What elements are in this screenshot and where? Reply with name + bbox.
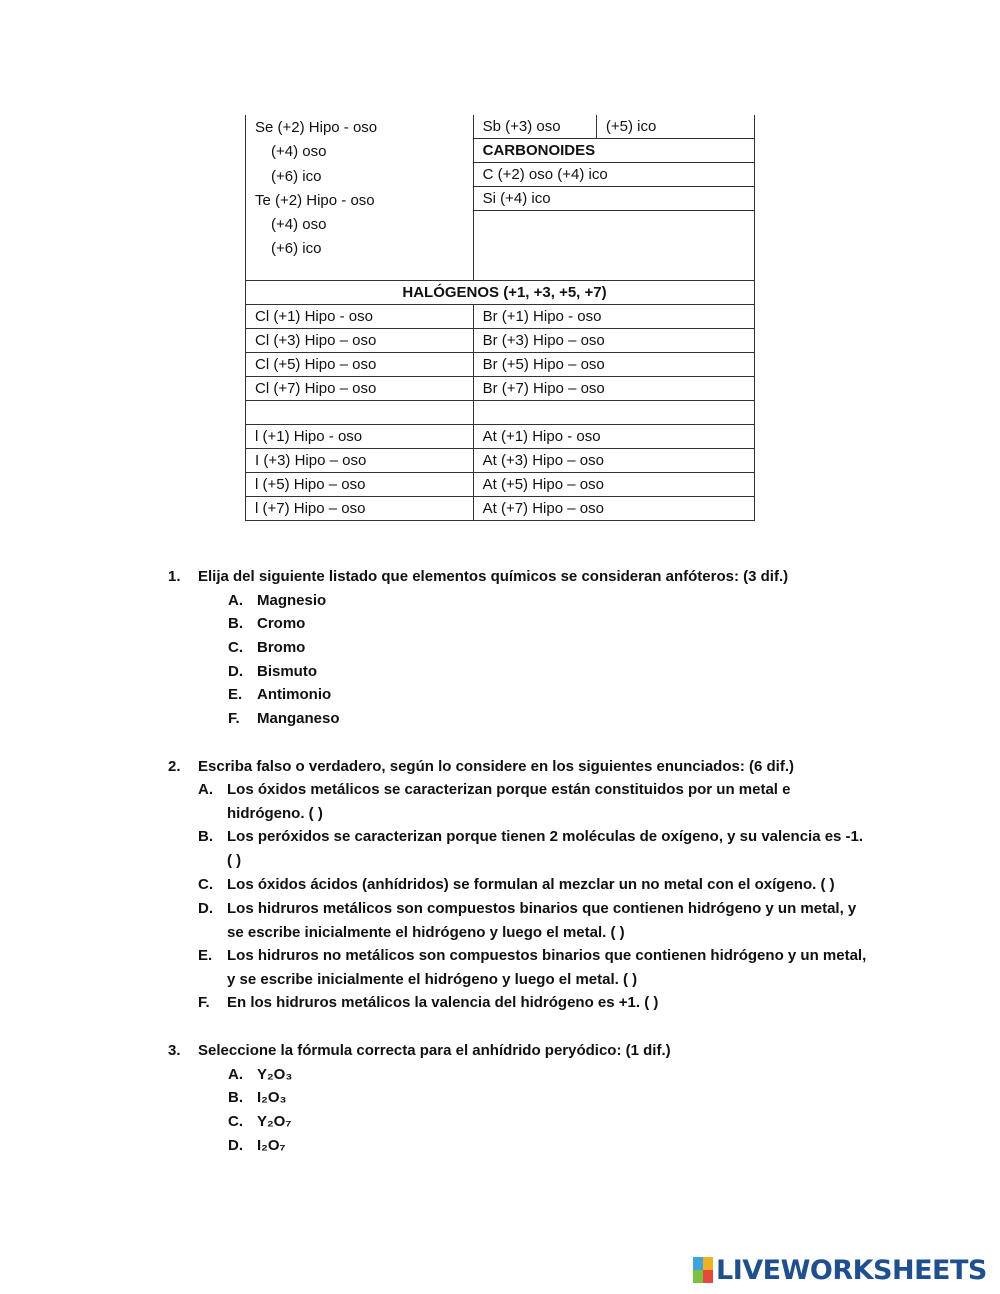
- table-row: [246, 305, 755, 329]
- table-line: Te (+2) Hipo - oso: [255, 191, 375, 209]
- option-letter: A.: [198, 781, 213, 798]
- table-row: [246, 473, 755, 497]
- table-row: [246, 377, 755, 401]
- option-text: Bromo: [257, 639, 306, 656]
- option-text: I₂O₃: [257, 1089, 287, 1106]
- option-letter: F.: [228, 710, 240, 727]
- logo-text: LIVEWORKSHEETS: [716, 1254, 987, 1286]
- table-line: Se (+2) Hipo - oso: [255, 119, 378, 136]
- halogenos-header: HALÓGENOS (+1, +3, +5, +7): [246, 281, 755, 305]
- option-text[interactable]: Los óxidos ácidos (anhídridos) se formulan al mezclar un no metal con el oxígeno. ( ): [227, 876, 835, 893]
- sb-ico-cell: (+5) ico: [596, 115, 754, 139]
- option-letter: C.: [198, 876, 213, 893]
- option-letter: D.: [228, 1137, 243, 1154]
- table-cell: At (+3) Hipo – oso: [473, 449, 754, 473]
- question-number: 3.: [168, 1042, 181, 1059]
- table-cell: Br (+5) Hipo – oso: [473, 353, 754, 377]
- option-letter: E.: [228, 686, 243, 703]
- sb-oso-cell: Sb (+3) oso: [473, 115, 596, 139]
- table-cell: Cl (+3) Hipo – oso: [246, 329, 474, 353]
- table-row: [246, 353, 755, 377]
- option-text: I₂O₇: [257, 1137, 286, 1154]
- question-text: Seleccione la fórmula correcta para el anhídrido peryódico: (1 dif.): [198, 1042, 671, 1059]
- table-line: (+6) ico: [271, 167, 322, 185]
- table-cell: l (+7) Hipo – oso: [246, 497, 474, 521]
- question-text: Escriba falso o verdadero, según lo considere en los siguientes enunciados: (6 dif.): [198, 758, 794, 775]
- table-row: [246, 449, 755, 473]
- liveworksheets-logo[interactable]: [693, 1254, 987, 1286]
- option-letter: B.: [228, 615, 243, 632]
- option-text: Cromo: [257, 615, 306, 632]
- table-cell: Br (+1) Hipo - oso: [473, 305, 754, 329]
- option-text: Antimonio: [257, 686, 332, 703]
- question-text: Elija del siguiente listado que elementos químicos se consideran anfóteros: (3 dif.): [198, 568, 789, 585]
- table-cell: [246, 401, 474, 425]
- liveworksheets-mark-icon: [693, 1257, 713, 1283]
- option-letter: D.: [198, 900, 213, 917]
- carbono-cell: C (+2) oso (+4) ico: [473, 163, 754, 187]
- option-text: Y₂O₇: [257, 1113, 292, 1130]
- empty-cell: [473, 211, 754, 281]
- option-text: Magnesio: [257, 592, 327, 609]
- option-letter: A.: [228, 1066, 243, 1083]
- table-row: [246, 497, 755, 521]
- table-cell: [473, 401, 754, 425]
- table-cell: Br (+7) Hipo – oso: [473, 377, 754, 401]
- table-line: (+6) ico: [271, 240, 322, 258]
- anfigenos-cell: [246, 115, 474, 281]
- option-text[interactable]: Los hidruros no metálicos son compuestos binarios que contienen hidrógeno y un metal, y se escribe inicialmente el hidrógeno y luego el metal. ( ): [227, 947, 867, 988]
- table-cell: l (+1) Hipo - oso: [246, 425, 474, 449]
- table-cell: Cl (+7) Hipo – oso: [246, 377, 474, 401]
- option-letter: A.: [228, 592, 243, 609]
- table-line: (+4) oso: [271, 143, 327, 161]
- option-letter: C.: [228, 1113, 243, 1130]
- silicio-cell: Si (+4) ico: [473, 187, 754, 211]
- table-cell: Br (+3) Hipo – oso: [473, 329, 754, 353]
- table-cell: Cl (+5) Hipo – oso: [246, 353, 474, 377]
- question-number: 2.: [168, 758, 181, 775]
- option-text: Y₂O₃: [257, 1066, 293, 1083]
- option-text[interactable]: Los óxidos metálicos se caracterizan porque están constituidos por un metal e hidrógeno. ( ): [227, 781, 791, 822]
- option-letter: B.: [198, 828, 213, 845]
- nomenclature-table: [245, 115, 755, 521]
- option-letter: B.: [228, 1089, 243, 1106]
- table-row: [246, 401, 755, 425]
- option-letter: D.: [228, 663, 243, 680]
- question-number: 1.: [168, 568, 181, 585]
- table-cell: I (+3) Hipo – oso: [246, 449, 474, 473]
- table-line: (+4) oso: [271, 216, 327, 234]
- table-cell: At (+5) Hipo – oso: [473, 473, 754, 497]
- option-text[interactable]: En los hidruros metálicos la valencia del hidrógeno es +1. ( ): [227, 994, 659, 1011]
- option-text: Manganeso: [257, 710, 340, 727]
- carbonoides-header: CARBONOIDES: [473, 139, 754, 163]
- table-cell: Cl (+1) Hipo - oso: [246, 305, 474, 329]
- table-cell: l (+5) Hipo – oso: [246, 473, 474, 497]
- table-row: [246, 329, 755, 353]
- option-letter: C.: [228, 639, 243, 656]
- table-cell: At (+1) Hipo - oso: [473, 425, 754, 449]
- option-letter: E.: [198, 947, 213, 964]
- option-text[interactable]: Los peróxidos se caracterizan porque tienen 2 moléculas de oxígeno, y su valencia es -1. ( ): [227, 828, 864, 869]
- option-text: Bismuto: [257, 663, 317, 680]
- table-row: [246, 425, 755, 449]
- option-letter: F.: [198, 994, 210, 1011]
- table-cell: At (+7) Hipo – oso: [473, 497, 754, 521]
- option-text[interactable]: Los hidruros metálicos son compuestos binarios que contienen hidrógeno y un metal, y se escribe inicialmente el hidrógeno y luego el metal. ( ): [227, 900, 857, 941]
